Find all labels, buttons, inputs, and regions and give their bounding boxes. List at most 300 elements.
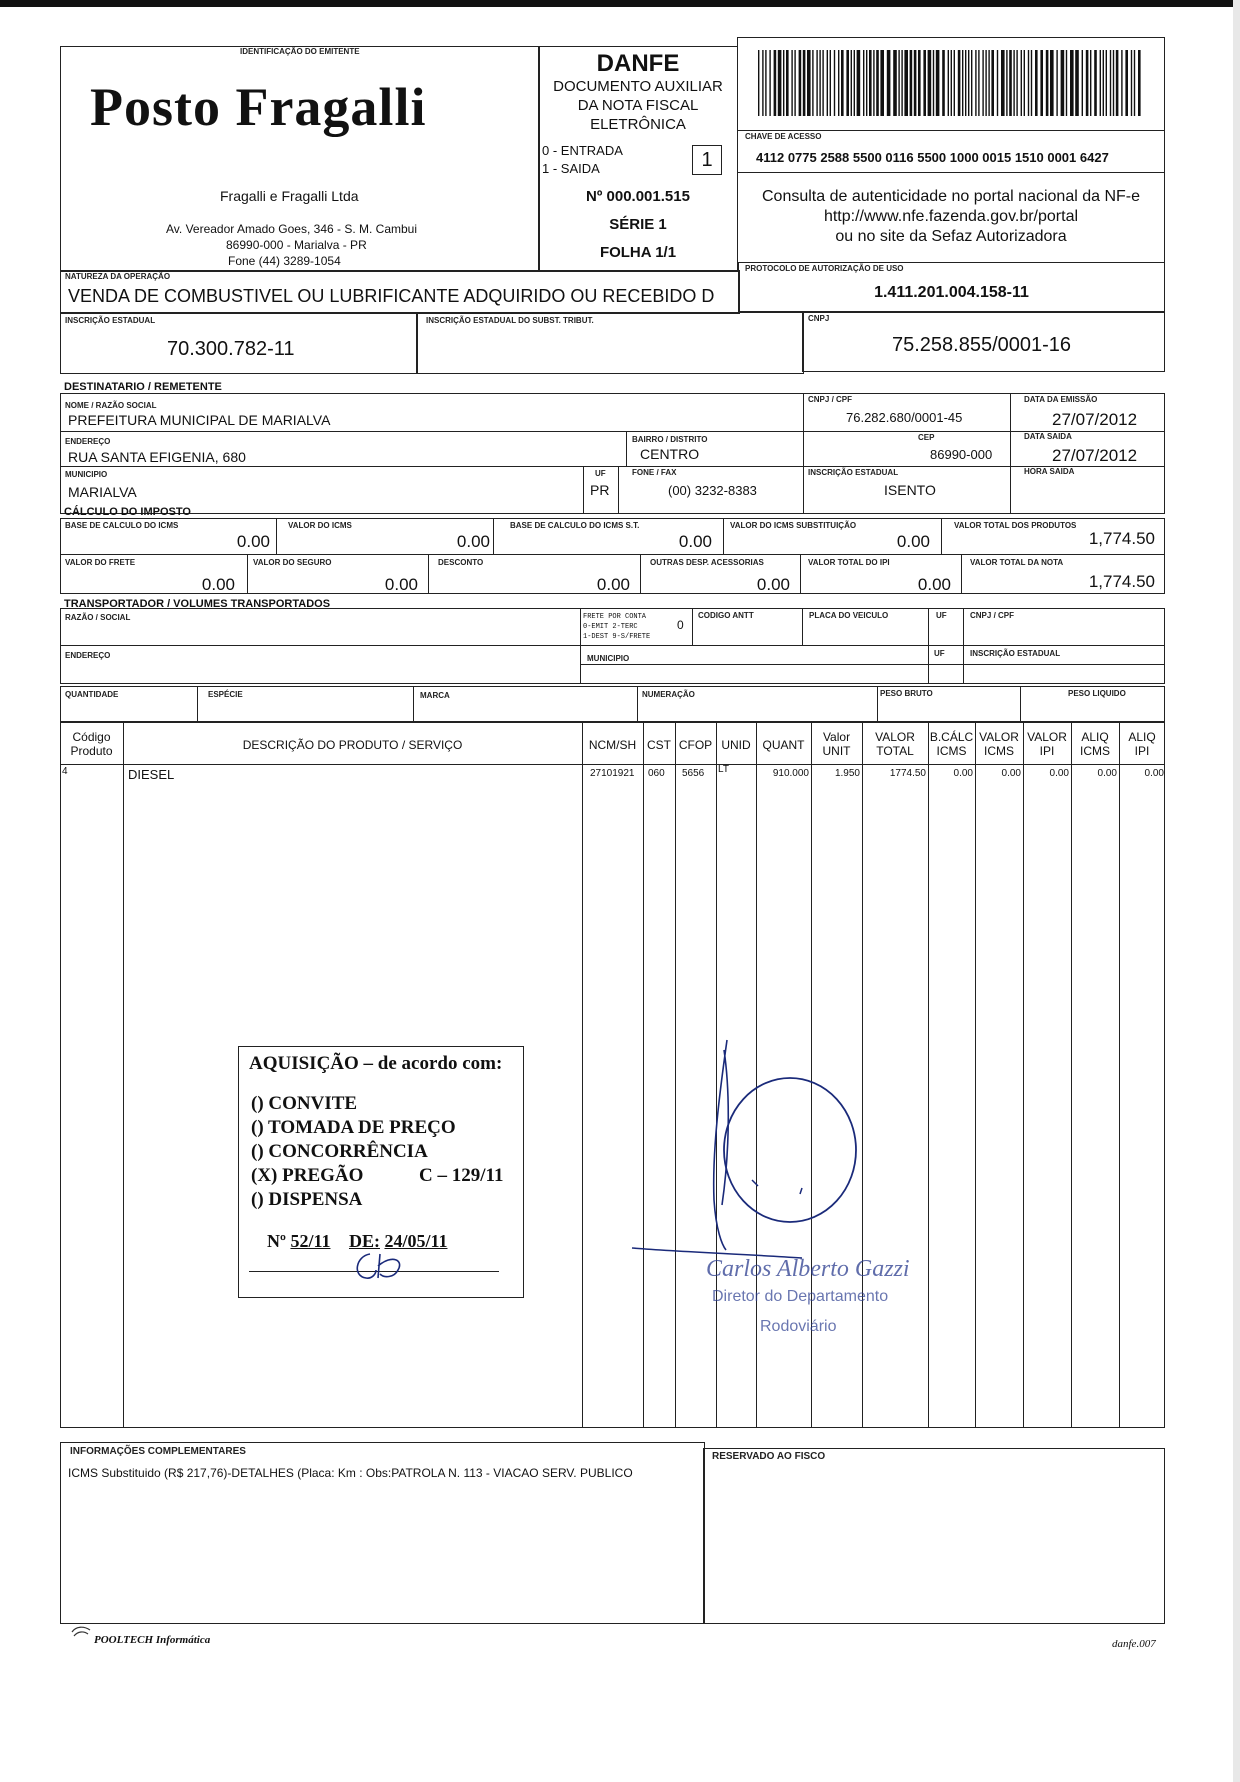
th-quant: QUANT xyxy=(762,738,805,752)
nature-label: NATUREZA DA OPERAÇÃO xyxy=(65,272,171,281)
transport-col-4 xyxy=(928,608,929,684)
row-code: 4 xyxy=(62,766,68,777)
row-vunit: 1.950 xyxy=(834,768,860,779)
recipient-col-e xyxy=(618,466,619,513)
stamp-date-prefix: DE: xyxy=(348,1231,380,1251)
volumes-net-label: PESO LIQUIDO xyxy=(1068,689,1126,698)
barcode-bar xyxy=(1131,50,1132,116)
recipient-address-value: RUA SANTA EFIGENIA, 680 xyxy=(68,449,246,465)
access-consult-1: Consulta de autenticidade no portal nacional da NF-e xyxy=(761,188,1141,205)
recipient-exit-label: DATA SAIDA xyxy=(1024,432,1072,441)
th-aicms-2: ICMS xyxy=(1080,744,1110,758)
barcode-bar xyxy=(1061,50,1065,116)
row-cfop: 5656 xyxy=(682,768,705,779)
recipient-emission-value: 27/07/2012 xyxy=(1052,410,1138,429)
protocol-label: PROTOCOLO DE AUTORIZAÇÃO DE USO xyxy=(745,264,904,273)
emitter-address: Av. Vereador Amado Goes, 346 - S. M. Cambui xyxy=(166,222,418,236)
tax-col-4 xyxy=(941,518,942,554)
tax-base-st-value: 0.00 xyxy=(678,532,712,551)
th-vipi-1: VALOR xyxy=(1027,730,1067,744)
row-ncm: 27101921 xyxy=(590,768,635,779)
barcode-bar xyxy=(951,50,952,116)
volumes-brand-label: MARCA xyxy=(420,691,450,700)
recipient-city-label: MUNICIPIO xyxy=(65,470,108,479)
th-bcalc-2: ICMS xyxy=(936,744,967,758)
row-unid: LT xyxy=(718,764,729,775)
tax-base-st-label: BASE DE CALCULO DO ICMS S.T. xyxy=(510,521,640,530)
tax-insurance-value: 0.00 xyxy=(384,575,418,594)
barcode-bar xyxy=(769,50,770,116)
tax-other-value: 0.00 xyxy=(756,575,790,594)
tax-discount-label: DESCONTO xyxy=(438,558,484,567)
barcode-bar xyxy=(794,50,795,116)
th-bcalc-1: B.CÁLC xyxy=(929,730,974,744)
th-aipi xyxy=(1119,730,1165,758)
prod-col-11 xyxy=(1023,722,1024,1428)
signature-role-2: Rodoviário xyxy=(760,1318,837,1335)
barcode-bar xyxy=(988,50,989,116)
barcode-bar xyxy=(898,50,899,116)
recipient-uf-label: UF xyxy=(595,469,606,478)
access-key-label: CHAVE DE ACESSO xyxy=(745,132,822,141)
info-value: ICMS Substituido (R$ 217,76)-DETALHES (Placa: Km : Obs:PATROLA N. 113 - VIACAO SERV. PUBLICO xyxy=(68,1466,633,1480)
th-vtotal xyxy=(862,730,928,758)
scan-right-edge xyxy=(1233,0,1240,1782)
danfe-type-code: 1 xyxy=(692,145,722,175)
barcode-bar xyxy=(1016,50,1017,116)
transport-col-5 xyxy=(963,608,964,684)
transport-title: TRANSPORTADOR / VOLUMES TRANSPORTADOS xyxy=(64,598,331,610)
barcode-bar xyxy=(803,50,806,116)
stamp-opt-1: () CONVITE xyxy=(251,1093,358,1114)
barcode-bar xyxy=(971,50,972,116)
barcode-bar xyxy=(1066,50,1067,116)
cnpj-value: 75.258.855/0001-16 xyxy=(892,334,1072,356)
recipient-row-line-1 xyxy=(60,431,1165,432)
stamp-date-value: 24/05/11 xyxy=(384,1231,448,1251)
barcode-bar xyxy=(819,50,820,116)
volumes-species-label: ESPÉCIE xyxy=(208,690,243,699)
th-code-1: Código xyxy=(72,730,111,744)
th-cfop: CFOP xyxy=(678,738,713,752)
recipient-phone-value: (00) 3232-8383 xyxy=(668,483,757,498)
barcode-bar xyxy=(954,50,955,116)
th-cst: CST xyxy=(647,738,671,752)
th-code xyxy=(60,730,123,758)
stamp-number-row xyxy=(267,1231,447,1252)
prod-col-9 xyxy=(928,722,929,1428)
th-vicms-2: ICMS xyxy=(984,744,1014,758)
barcode-bar xyxy=(948,50,949,116)
tax-insurance-label: VALOR DO SEGURO xyxy=(253,558,332,567)
barcode-bar xyxy=(857,50,861,116)
recipient-uf-value: PR xyxy=(590,482,610,498)
recipient-cep-value: 86990-000 xyxy=(930,447,993,462)
barcode-bar xyxy=(1110,50,1111,116)
barcode-bar xyxy=(1070,50,1074,116)
barcode-bar xyxy=(958,50,961,116)
access-consult-2: http://www.nfe.fazenda.gov.br/portal xyxy=(823,208,1079,225)
recipient-row-line-2 xyxy=(60,466,1165,467)
barcode-bar xyxy=(799,50,802,116)
th-vunit-2: UNIT xyxy=(822,744,851,758)
tax-col-5 xyxy=(247,554,248,594)
barcode-bar xyxy=(854,50,855,116)
prod-col-12 xyxy=(1071,722,1072,1428)
th-vicms-1: VALOR xyxy=(979,730,1019,744)
barcode-bar xyxy=(933,50,934,116)
th-vicms xyxy=(975,730,1023,758)
th-vunit-1: Valor xyxy=(822,730,851,744)
transport-row-line-2 xyxy=(580,664,1165,665)
barcode-bar xyxy=(923,50,926,116)
th-bcalc xyxy=(928,730,975,758)
barcode-bar xyxy=(978,50,979,116)
th-vipi-2: IPI xyxy=(1039,744,1055,758)
barcode-bar xyxy=(1024,50,1025,116)
barcode-bar xyxy=(887,50,891,116)
row-bcalc: 0.00 xyxy=(953,768,973,779)
danfe-serie: SÉRIE 1 xyxy=(609,216,667,233)
barcode-bar xyxy=(876,50,879,116)
barcode-bar xyxy=(1138,50,1141,116)
tax-total-products-value: 1,774.50 xyxy=(1088,529,1155,548)
stamp-opt-2: () TOMADA DE PREÇO xyxy=(251,1117,456,1138)
tax-col-8 xyxy=(800,554,801,594)
danfe-title: DANFE xyxy=(596,50,680,77)
recipient-col-a xyxy=(803,393,804,513)
th-aipi-2: IPI xyxy=(1134,744,1150,758)
barcode-bar xyxy=(866,50,867,116)
prod-col-10 xyxy=(975,722,976,1428)
transport-freight-value: 0 xyxy=(677,618,684,632)
barcode-bar xyxy=(1100,50,1101,116)
transport-row-line-1 xyxy=(60,645,1165,646)
barcode-bar xyxy=(1050,50,1054,116)
stamp-opt-4-ref: C – 129/11 xyxy=(419,1165,504,1186)
barcode-bar xyxy=(1001,50,1005,116)
signature-role-1: Diretor do Departamento xyxy=(712,1288,889,1305)
barcode-bar xyxy=(893,50,897,116)
barcode-bar xyxy=(918,50,921,116)
volumes-col-3 xyxy=(637,686,638,722)
recipient-ie-label: INSCRIÇÃO ESTADUAL xyxy=(808,468,899,477)
barcode-bar xyxy=(1121,50,1122,116)
cnpj-label: CNPJ xyxy=(808,314,830,323)
stamp-opt-5: () DISPENSA xyxy=(251,1189,363,1210)
barcode-bar xyxy=(758,50,759,116)
transport-freight-3: 1-DEST 9-S/FRETE xyxy=(583,633,651,641)
recipient-col-b xyxy=(1010,393,1011,513)
stamp-num-prefix: Nº xyxy=(267,1231,286,1251)
pooltech-logo-icon xyxy=(70,1624,92,1640)
barcode-bar xyxy=(846,50,849,116)
tax-base-icms-value: 0.00 xyxy=(236,532,270,551)
stamp-num-value: 52/11 xyxy=(290,1231,331,1251)
tax-total-products-label: VALOR TOTAL DOS PRODUTOS xyxy=(954,521,1077,530)
th-aipi-1: ALIQ xyxy=(1128,730,1156,744)
barcode-bar xyxy=(962,50,963,116)
recipient-exit-value: 27/07/2012 xyxy=(1052,446,1138,465)
tax-freight-label: VALOR DO FRETE xyxy=(65,558,136,567)
danfe-subtitle-3: ELETRÔNICA xyxy=(590,116,686,133)
row-vtotal: 1774.50 xyxy=(889,768,926,779)
barcode-bar xyxy=(816,50,817,116)
ie-label: INSCRIÇÃO ESTADUAL xyxy=(65,316,156,325)
tax-col-6 xyxy=(428,554,429,594)
barcode-bar xyxy=(851,50,852,116)
barcode xyxy=(758,50,1146,116)
barcode-bar xyxy=(1082,50,1083,116)
tax-col-2 xyxy=(493,518,494,554)
barcode-bar xyxy=(1046,50,1049,116)
recipient-time-label: HORA SAIDA xyxy=(1024,467,1075,476)
recipient-district-value: CENTRO xyxy=(640,446,700,462)
volumes-qty-label: QUANTIDADE xyxy=(65,690,119,699)
barcode-bar xyxy=(968,50,969,116)
access-divider-1 xyxy=(737,130,1165,131)
danfe-subtitle-1: DOCUMENTO AUXILIAR xyxy=(553,78,723,95)
recipient-emission-label: DATA DA EMISSÃO xyxy=(1024,395,1098,404)
th-unid: UNID xyxy=(721,738,751,752)
barcode-bar xyxy=(762,50,763,116)
barcode-bar xyxy=(928,50,932,116)
barcode-bar xyxy=(838,50,839,116)
barcode-bar xyxy=(975,50,976,116)
emitter-section-label: IDENTIFICAÇÃO DO EMITENTE xyxy=(240,47,360,56)
th-ncm: NCM/SH xyxy=(588,738,637,752)
tax-ipi-value: 0.00 xyxy=(917,575,951,594)
row-aicms: 0.00 xyxy=(1097,768,1117,779)
barcode-bar xyxy=(910,50,913,116)
transport-uf-label: UF xyxy=(936,611,947,620)
row-aipi: 0.00 xyxy=(1144,768,1164,779)
transport-address-label: ENDEREÇO xyxy=(65,651,111,660)
access-key-value: 4112 0775 2588 5500 0116 5500 1000 0015 1510 0001 6427 xyxy=(756,150,1109,165)
stamp-initials xyxy=(348,1250,408,1286)
th-vunit xyxy=(811,730,862,758)
emitter-city: 86990-000 - Marialva - PR xyxy=(226,238,367,252)
barcode-bar xyxy=(812,50,813,116)
access-consult-3: ou no site da Sefaz Autorizadora xyxy=(835,228,1067,245)
recipient-col-c xyxy=(626,431,627,466)
barcode-bar xyxy=(914,50,917,116)
barcode-bar xyxy=(965,50,966,116)
barcode-bar xyxy=(1116,50,1119,116)
tax-icms-value: 0.00 xyxy=(456,532,490,551)
th-vtotal-2: TOTAL xyxy=(876,744,914,758)
recipient-col-d xyxy=(583,466,584,513)
transport-freight-2: 0-EMIT 2-TERC xyxy=(583,623,638,631)
tax-col-1 xyxy=(276,518,277,554)
recipient-ie-value: ISENTO xyxy=(884,482,936,498)
tax-other-label: OUTRAS DESP. ACESSORIAS xyxy=(650,558,764,567)
tax-base-icms-label: BASE DE CALCULO DO ICMS xyxy=(65,521,179,530)
tax-ipi-label: VALOR TOTAL DO IPI xyxy=(808,558,890,567)
tax-discount-value: 0.00 xyxy=(596,575,630,594)
barcode-bar xyxy=(1021,50,1022,116)
pooltech-brand: POOLTECH Informática xyxy=(94,1634,211,1646)
emitter-phone: Fone (44) 3289-1054 xyxy=(228,254,341,268)
tax-icms-st-value: 0.00 xyxy=(896,532,930,551)
tax-col-7 xyxy=(640,554,641,594)
barcode-bar xyxy=(873,50,874,116)
stamp-title: AQUISIÇÃO – de acordo com: xyxy=(249,1053,503,1074)
transport-name-label: RAZÃO / SOCIAL xyxy=(65,613,131,622)
ie-value: 70.300.782-11 xyxy=(167,338,295,360)
barcode-bar xyxy=(1056,50,1057,116)
transport-col-2 xyxy=(692,608,693,645)
barcode-bar xyxy=(822,50,823,116)
volumes-col-4 xyxy=(877,686,878,722)
tax-total-note-label: VALOR TOTAL DA NOTA xyxy=(970,558,1064,567)
row-vicms: 0.00 xyxy=(1001,768,1021,779)
barcode-bar xyxy=(774,50,777,116)
th-vtotal-1: VALOR xyxy=(875,730,915,744)
barcode-bar xyxy=(936,50,940,116)
tax-col-9 xyxy=(961,554,962,594)
access-divider-2 xyxy=(737,172,1165,173)
row-cst: 060 xyxy=(648,768,665,779)
signature-mark xyxy=(612,1030,872,1260)
barcode-bar xyxy=(1106,50,1107,116)
tax-icms-label: VALOR DO ICMS xyxy=(288,521,352,530)
barcode-bar xyxy=(765,50,766,116)
barcode-bar xyxy=(1028,50,1029,116)
stamp-opt-4: (X) PREGÃO xyxy=(251,1165,364,1186)
barcode-bar xyxy=(869,50,872,116)
barcode-bar xyxy=(982,50,983,116)
barcode-bar xyxy=(1125,50,1128,116)
tax-icms-st-label: VALOR DO ICMS SUBSTITUIÇÃO xyxy=(730,521,857,530)
th-code-2: Produto xyxy=(70,744,113,758)
tax-total-note-value: 1,774.50 xyxy=(1088,572,1155,591)
recipient-city-value: MARIALVA xyxy=(68,484,137,500)
barcode-bar xyxy=(880,50,884,116)
transport-col-3 xyxy=(802,608,803,645)
th-aicms xyxy=(1071,730,1119,758)
barcode-bar xyxy=(1090,50,1091,116)
transport-ie-label: INSCRIÇÃO ESTADUAL xyxy=(970,649,1061,658)
danfe-folha: FOLHA 1/1 xyxy=(599,244,677,261)
volumes-numbering-label: NUMERAÇÃO xyxy=(642,690,695,699)
recipient-cnpj-value: 76.282.680/0001-45 xyxy=(846,410,963,425)
volumes-col-2 xyxy=(413,686,414,722)
barcode-bar xyxy=(834,50,835,116)
stamp-opt-3: () CONCORRÊNCIA xyxy=(251,1141,428,1162)
barcode-bar xyxy=(1009,50,1012,116)
reserved-label: RESERVADO AO FISCO xyxy=(712,1451,826,1462)
volumes-col-1 xyxy=(197,686,198,722)
recipient-cep-label: CEP xyxy=(918,433,935,442)
barcode-bar xyxy=(1040,50,1043,116)
transport-col-1 xyxy=(580,608,581,684)
transport-antt-label: CODIGO ANTT xyxy=(698,611,754,620)
recipient-title: DESTINATARIO / REMETENTE xyxy=(64,381,222,393)
barcode-bar xyxy=(841,50,844,116)
barcode-bar xyxy=(901,50,902,116)
barcode-bar xyxy=(827,50,828,116)
barcode-bar xyxy=(1006,50,1007,116)
barcode-bar xyxy=(942,50,945,116)
emitter-company: Fragalli e Fragalli Ltda xyxy=(220,188,359,204)
form-code: danfe.007 xyxy=(1112,1638,1156,1650)
barcode-bar xyxy=(1075,50,1079,116)
prod-col-1 xyxy=(123,722,124,1428)
barcode-bar xyxy=(1094,50,1097,116)
tax-title: CÁLCULO DO IMPOSTO xyxy=(64,506,191,518)
recipient-cnpj-label: CNPJ / CPF xyxy=(808,395,853,404)
tax-row-line xyxy=(60,554,1165,555)
prod-col-2 xyxy=(582,722,583,1428)
volumes-gross-label: PESO BRUTO xyxy=(880,689,933,698)
barcode-bar xyxy=(1035,50,1038,116)
barcode-bar xyxy=(786,50,789,116)
tax-col-3 xyxy=(723,518,724,554)
tax-freight-value: 0.00 xyxy=(201,575,235,594)
danfe-saida: 1 - SAIDA xyxy=(542,161,600,176)
recipient-address-label: ENDEREÇO xyxy=(65,437,111,446)
recipient-phone-label: FONE / FAX xyxy=(632,468,677,477)
recipient-name-value: PREFEITURA MUNICIPAL DE MARIALVA xyxy=(68,412,331,428)
barcode-bar xyxy=(807,50,811,116)
row-quant: 910.000 xyxy=(772,768,809,779)
prod-col-13 xyxy=(1119,722,1120,1428)
transport-plate-label: PLACA DO VEICULO xyxy=(809,611,889,620)
barcode-bar xyxy=(904,50,908,116)
protocol-value: 1.411.201.004.158-11 xyxy=(874,284,1029,301)
barcode-bar xyxy=(791,50,792,116)
barcode-bar xyxy=(991,50,994,116)
barcode-bar xyxy=(778,50,782,116)
barcode-bar xyxy=(783,50,784,116)
barcode-bar xyxy=(1134,50,1135,116)
danfe-entrada: 0 - ENTRADA xyxy=(542,143,623,158)
barcode-bar xyxy=(1086,50,1089,116)
danfe-subtitle-2: DA NOTA FISCAL xyxy=(577,97,699,114)
row-vipi: 0.00 xyxy=(1049,768,1069,779)
barcode-bar xyxy=(1031,50,1032,116)
reserved-box xyxy=(703,1448,1165,1624)
volumes-col-5 xyxy=(1020,686,1021,722)
transport-cnpj-label: CNPJ / CPF xyxy=(970,611,1015,620)
recipient-name-label: NOME / RAZÃO SOCIAL xyxy=(65,401,157,410)
products-header-line xyxy=(60,764,1165,765)
transport-city-label: MUNICIPIO xyxy=(587,654,630,663)
danfe-number: Nº 000.001.515 xyxy=(586,188,690,205)
th-desc: DESCRIÇÃO DO PRODUTO / SERVIÇO xyxy=(242,738,463,752)
barcode-bar xyxy=(1103,50,1104,116)
signature-name: Carlos Alberto Gazzi xyxy=(706,1256,910,1282)
nature-value: VENDA DE COMBUSTIVEL OU LUBRIFICANTE ADQUIRIDO OU RECEBIDO D xyxy=(68,286,715,306)
th-aicms-1: ALIQ xyxy=(1081,730,1109,744)
th-vipi xyxy=(1023,730,1071,758)
transport-uf2-label: UF xyxy=(934,649,945,658)
logo: Posto Fragalli xyxy=(90,77,427,137)
info-label: INFORMAÇÕES COMPLEMENTARES xyxy=(70,1446,246,1457)
barcode-bar xyxy=(1113,50,1114,116)
barcode-bar xyxy=(863,50,864,116)
barcode-bar xyxy=(985,50,986,116)
barcode-bar xyxy=(1013,50,1014,116)
barcode-bar xyxy=(830,50,831,116)
row-desc: DIESEL xyxy=(128,767,175,782)
transport-freight-1: FRETE POR CONTA xyxy=(583,613,647,621)
ie-st-label: INSCRIÇÃO ESTADUAL DO SUBST. TRIBUT. xyxy=(426,316,594,325)
recipient-district-label: BAIRRO / DISTRITO xyxy=(632,435,708,444)
barcode-bar xyxy=(997,50,998,116)
scan-top-edge xyxy=(0,0,1240,7)
